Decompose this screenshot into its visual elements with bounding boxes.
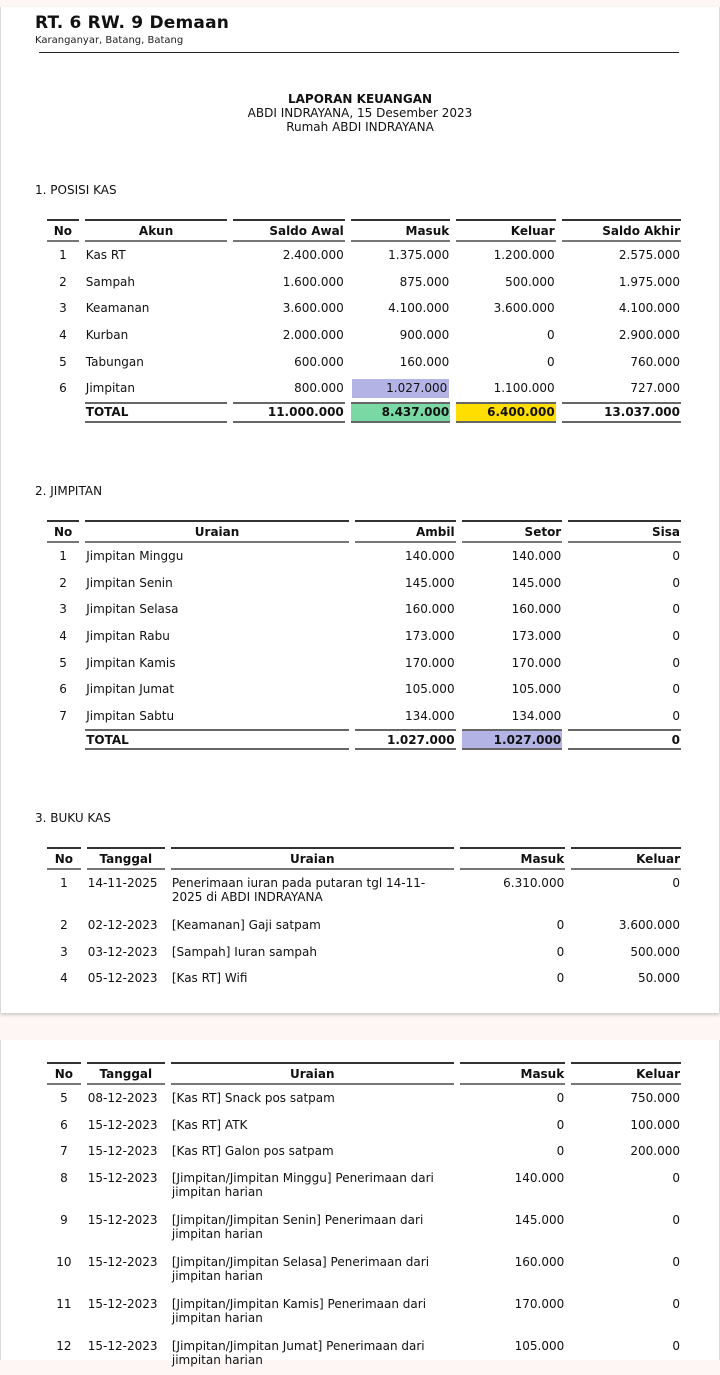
cell-no: 10 [56,1254,72,1269]
cell-uraian: [Jimpitan/Jimpitan Jumat] Penerimaan dari jimpitan harian [171,1338,425,1367]
cell-setor: 140.000 [511,549,562,564]
column-header: No [47,847,81,870]
cell-tanggal: 03-12-2023 [87,944,158,959]
cell-uraian: Jimpitan Jumat [86,682,175,697]
cell-keluar: 750.000 [630,1091,680,1106]
cell-tanggal: 15-12-2023 [87,1144,158,1159]
cell-ambil: 173.000 [404,629,455,644]
cell-uraian: Jimpitan Selasa [86,602,179,617]
cell-no: 11 [56,1296,72,1311]
cell-uraian: [Keamanan] Gaji satpam [171,918,321,933]
cell-sisa: 0 [672,602,680,617]
cell-no: 9 [60,1212,68,1227]
cell-sisa: 0 [672,708,680,723]
table-row [47,1207,681,1249]
cell-no: 4 [59,629,67,644]
cell-masuk: 4.100.000 [388,301,450,316]
table-row [47,912,681,939]
cell-masuk-highlighted: 1.027.000 [352,379,449,398]
table-row [47,965,681,992]
cell-keluar: 0 [547,328,555,343]
table-row [47,939,681,966]
org-title: RT. 6 RW. 9 Demaan [35,13,230,33]
table-row [47,322,681,349]
cell-ambil: 160.000 [404,602,455,617]
table-row [47,1249,681,1291]
cell-tanggal: 15-12-2023 [87,1296,158,1311]
cell-tanggal: 15-12-2023 [87,1117,158,1132]
cell-no: 6 [59,682,67,697]
column-header: Keluar [571,847,681,870]
header-divider [39,52,679,53]
cell-saldo-akhir: 4.100.000 [618,301,680,316]
cell-no: 3 [60,944,68,959]
blank-cell [47,402,79,423]
column-header: Uraian [171,1062,454,1085]
cell-keluar: 0 [672,1254,680,1269]
column-header: No [47,219,79,242]
column-header: Tanggal [87,847,165,870]
org-address: Karanganyar, Batang, Batang [35,35,184,46]
column-header: No [47,520,79,543]
cell-uraian: Jimpitan Rabu [86,629,170,644]
cell-masuk: 0 [556,971,565,986]
report-page-2 [0,1040,720,1367]
posisi-kas-table [41,219,687,423]
cell-saldo-awal: 600.000 [294,354,344,369]
cell-akun: Tabungan [85,354,144,369]
table-row [47,1085,681,1112]
cell-setor: 160.000 [511,602,562,617]
blank-cell [47,729,79,750]
cell-masuk: 0 [556,1117,565,1132]
cell-no: 2 [60,918,68,933]
cell-masuk: 105.000 [514,1338,565,1353]
jimpitan-table [41,520,687,750]
cell-akun: Sampah [85,274,136,289]
buku-kas-table-page-1 [41,847,687,992]
cell-no: 5 [60,1091,68,1106]
section-title-jimpitan: 2. JIMPITAN [35,484,103,498]
cell-keluar: 0 [672,1296,680,1311]
cell-uraian: [Kas RT] Wifi [171,971,248,986]
cell-keluar: 200.000 [630,1144,680,1159]
table-row [47,348,681,375]
cell-uraian: [Sampah] Iuran sampah [171,944,317,959]
cell-no: 5 [59,354,67,369]
total-keluar: 6.400.000 [456,402,555,423]
cell-uraian: [Jimpitan/Jimpitan Kamis] Penerimaan dari jimpitan harian [171,1296,427,1325]
column-header: Uraian [85,520,349,543]
cell-setor: 145.000 [511,575,562,590]
cell-uraian: [Jimpitan/Jimpitan Selasa] Penerimaan dari jimpitan harian [171,1254,430,1283]
cell-saldo-awal: 800.000 [294,381,344,396]
table-row [47,623,681,650]
total-ambil: 1.027.000 [355,729,456,750]
cell-setor: 173.000 [511,629,562,644]
column-header: Keluar [456,219,555,242]
cell-uraian: Jimpitan Senin [86,575,173,590]
table-row [47,703,681,730]
column-header: Masuk [351,219,450,242]
cell-setor: 134.000 [511,708,562,723]
section-title-buku-kas: 3. BUKU KAS [35,811,111,825]
cell-no: 4 [59,328,67,343]
cell-keluar: 1.200.000 [493,248,555,263]
cell-no: 1 [59,549,67,564]
cell-no: 1 [60,876,68,890]
report-title: LAPORAN KEUANGAN [287,92,433,106]
cell-masuk: 160.000 [399,354,450,369]
cell-no: 1 [59,248,67,263]
total-label: TOTAL [85,402,228,423]
cell-keluar: 50.000 [638,971,680,986]
cell-masuk: 0 [556,918,565,933]
cell-uraian: [Kas RT] Snack pos satpam [171,1091,335,1106]
cell-masuk: 160.000 [514,1254,565,1269]
table-row [47,570,681,597]
cell-masuk: 140.000 [514,1170,565,1185]
column-header: Saldo Awal [233,219,344,242]
cell-sisa: 0 [672,682,680,697]
report-heading [1,92,719,134]
cell-no: 7 [60,1144,68,1159]
cell-no: 3 [59,602,67,617]
cell-masuk: 145.000 [514,1212,565,1227]
table-header-row [47,847,681,870]
cell-no: 4 [60,971,68,986]
cell-akun: Kas RT [85,248,126,263]
cell-no: 6 [59,381,67,396]
cell-no: 7 [59,708,67,723]
total-sisa: 0 [568,729,681,750]
cell-tanggal: 02-12-2023 [87,918,158,933]
cell-tanggal: 15-12-2023 [87,1170,158,1185]
cell-keluar: 0 [547,354,555,369]
cell-uraian: Jimpitan Minggu [86,549,184,564]
cell-no: 6 [60,1117,68,1132]
cell-ambil: 134.000 [404,708,455,723]
column-header: Akun [85,219,228,242]
table-row [47,1112,681,1139]
cell-masuk: 0 [556,944,565,959]
table-header-row [47,219,681,242]
buku-kas-table-page-2 [41,1062,687,1375]
column-header: Keluar [571,1062,681,1085]
cell-no: 2 [59,575,67,590]
cell-akun: Kurban [85,328,129,343]
cell-uraian: Penerimaan iuran pada putaran tgl 14-11-2025 di ABDI INDRAYANA [171,876,426,904]
cell-setor: 170.000 [511,655,562,670]
cell-no: 5 [59,655,67,670]
column-header: Masuk [460,847,566,870]
cell-keluar: 0 [672,876,680,890]
cell-keluar: 1.100.000 [493,381,555,396]
cell-ambil: 105.000 [404,682,455,697]
cell-keluar: 3.600.000 [493,301,555,316]
total-setor: 1.027.000 [462,729,563,750]
cell-sisa: 0 [672,655,680,670]
cell-masuk: 875.000 [399,274,450,289]
table-row [47,1291,681,1333]
table-row [47,242,681,269]
table-row [47,269,681,296]
cell-sisa: 0 [672,575,680,590]
cell-saldo-akhir: 2.900.000 [618,328,680,343]
table-row [47,1138,681,1165]
cell-keluar: 3.600.000 [618,918,680,933]
cell-no: 3 [59,301,67,316]
cell-akun: Keamanan [85,301,150,316]
cell-sisa: 0 [672,629,680,644]
cell-keluar: 0 [672,1212,680,1227]
cell-saldo-awal: 1.600.000 [282,274,344,289]
cell-masuk: 0 [556,1091,565,1106]
column-header: Sisa [568,520,681,543]
table-row [47,543,681,570]
cell-uraian: Jimpitan Sabtu [86,708,175,723]
table-row [47,676,681,703]
cell-masuk: 1.375.000 [388,248,450,263]
table-row [47,375,681,402]
column-header: Uraian [171,847,454,870]
cell-keluar: 100.000 [630,1117,680,1132]
column-header: Setor [462,520,563,543]
cell-keluar: 0 [672,1338,680,1353]
column-header: No [47,1062,81,1085]
cell-saldo-akhir: 1.975.000 [618,274,680,289]
column-header: Tanggal [87,1062,165,1085]
table-header-row [47,520,681,543]
cell-ambil: 140.000 [404,549,455,564]
cell-no: 2 [59,274,67,289]
cell-uraian: Jimpitan Kamis [86,655,176,670]
cell-akun: Jimpitan [85,381,135,396]
cell-saldo-akhir: 760.000 [630,354,680,369]
cell-ambil: 145.000 [404,575,455,590]
report-page-1 [0,7,720,1013]
column-header: Masuk [460,1062,566,1085]
cell-setor: 105.000 [511,682,562,697]
cell-tanggal: 08-12-2023 [87,1091,158,1106]
cell-no: 8 [60,1170,68,1185]
cell-keluar: 500.000 [505,274,555,289]
cell-ambil: 170.000 [404,655,455,670]
cell-saldo-awal: 3.600.000 [282,301,344,316]
report-location: Rumah ABDI INDRAYANA [286,120,434,134]
total-row [47,402,681,423]
cell-keluar: 0 [672,1170,680,1185]
column-header: Saldo Akhir [562,219,681,242]
cell-tanggal: 14-11-2025 [87,876,158,890]
table-header-row [47,1062,681,1085]
cell-tanggal: 15-12-2023 [87,1212,158,1227]
section-title-posisi-kas: 1. POSISI KAS [35,183,117,197]
cell-masuk: 900.000 [399,328,450,343]
table-row [47,596,681,623]
total-saldo-awal: 11.000.000 [233,402,344,423]
cell-masuk: 0 [556,1144,565,1159]
cell-uraian: [Kas RT] Galon pos satpam [171,1144,334,1159]
cell-saldo-awal: 2.000.000 [282,328,344,343]
cell-sisa: 0 [672,549,680,564]
total-masuk: 8.437.000 [351,402,450,423]
total-saldo-akhir: 13.037.000 [562,402,681,423]
column-header: Ambil [355,520,456,543]
cell-saldo-akhir: 727.000 [630,381,680,396]
cell-tanggal: 15-12-2023 [87,1254,158,1269]
cell-tanggal: 15-12-2023 [87,1338,158,1353]
table-row [47,870,681,912]
table-row [47,1333,681,1375]
total-label: TOTAL [85,729,349,750]
total-row [47,729,681,750]
table-row [47,295,681,322]
cell-masuk: 170.000 [514,1296,565,1311]
cell-keluar: 500.000 [630,944,680,959]
cell-no: 12 [56,1338,72,1353]
cell-saldo-akhir: 2.575.000 [618,248,680,263]
cell-saldo-awal: 2.400.000 [282,248,344,263]
table-row [47,1165,681,1207]
cell-uraian: [Jimpitan/Jimpitan Senin] Penerimaan dari jimpitan harian [171,1212,424,1241]
cell-uraian: [Jimpitan/Jimpitan Minggu] Penerimaan dari jimpitan harian [171,1170,434,1199]
cell-tanggal: 05-12-2023 [87,971,158,986]
cell-uraian: [Kas RT] ATK [171,1117,248,1132]
table-row [47,649,681,676]
report-subtitle: ABDI INDRAYANA, 15 Desember 2023 [247,106,473,120]
cell-masuk: 6.310.000 [503,876,565,890]
